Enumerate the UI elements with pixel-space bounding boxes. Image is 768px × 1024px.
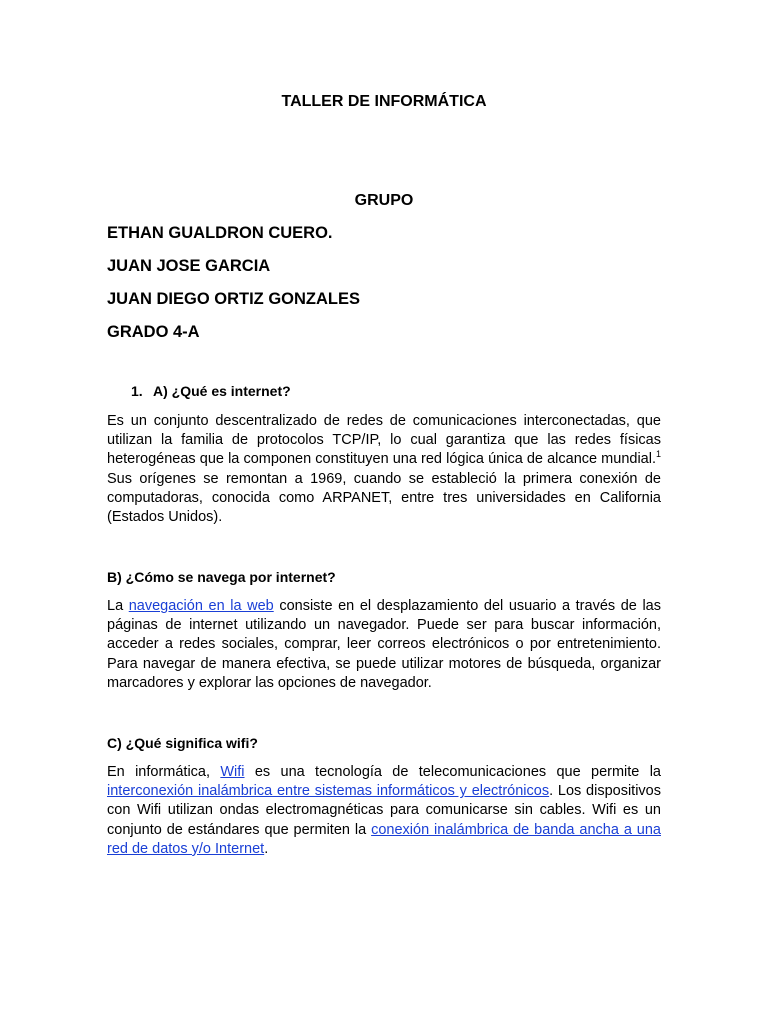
answer-a-text-2: Sus orígenes se remontan a 1969, cuando se estableció la primera conexión de computadoras, conocida como ARPANET, entre tres universidades en California (Estados Unidos). <box>107 470 661 526</box>
answer-c-text-2: es una tecnología de telecomunicaciones que permite la <box>244 764 661 780</box>
answer-c-text-3: . Los dispositivos con Wifi utilizan ondas electromagnéticas para comunicarse sin cables. Wifi es un conjunto de estándares que permiten la <box>107 783 661 838</box>
group-label: GRUPO <box>354 192 414 209</box>
interconexion-link[interactable]: interconexión inalámbrica entre sistemas informáticos y electrónicos <box>107 783 550 800</box>
answer-c-text-1: En informática, <box>107 764 221 780</box>
page-title: TALLER DE INFORMÁTICA <box>281 93 487 110</box>
answer-a-paragraph <box>107 412 661 527</box>
footnote-marker[interactable]: 1 <box>655 449 661 460</box>
member-name: ETHAN GUALDRON CUERO. <box>107 224 333 242</box>
answer-a-text-1: Es un conjunto descentralizado de redes de comunicaciones interconectadas, que utilizan la familia de protocolos TCP/IP, lo cual garantiza que las redes físicas heterogéneas que la componen constituyen una red lógica única de alcance mundial. <box>107 413 661 468</box>
question-b-heading: B) ¿Cómo se navega por internet? <box>107 569 336 585</box>
wifi-link[interactable]: Wifi <box>220 764 245 780</box>
member-name: JUAN JOSE GARCIA <box>107 257 271 275</box>
answer-b-text-2: consiste en el desplazamiento del usuario a través de las páginas de internet utilizando un navegador. Puede ser para buscar información, acceder a redes sociales, comprar, leer correos electrónicos o por entretenimiento. Para navegar de manera efectiva, se puede utilizar motores de búsqueda, organizar marcadores y explorar las opciones de navegador. <box>107 598 661 691</box>
conexion-banda-ancha-link[interactable]: conexión inalámbrica de banda ancha a una red de datos y/o Internet <box>107 821 661 857</box>
question-a-text: A) ¿Qué es internet? <box>153 383 291 399</box>
grade-label: GRADO 4-A <box>107 323 200 341</box>
answer-c-paragraph <box>107 763 661 859</box>
answer-c-text-4: . <box>264 840 269 857</box>
answer-b-paragraph <box>107 597 661 693</box>
member-name: JUAN DIEGO ORTIZ GONZALES <box>107 290 361 308</box>
answer-b-text-1: La <box>107 598 129 614</box>
question-c-heading: C) ¿Qué significa wifi? <box>107 735 258 751</box>
navegacion-web-link[interactable]: navegación en la web <box>128 598 274 614</box>
question-a-heading <box>131 383 291 399</box>
list-number: 1. <box>131 383 143 399</box>
